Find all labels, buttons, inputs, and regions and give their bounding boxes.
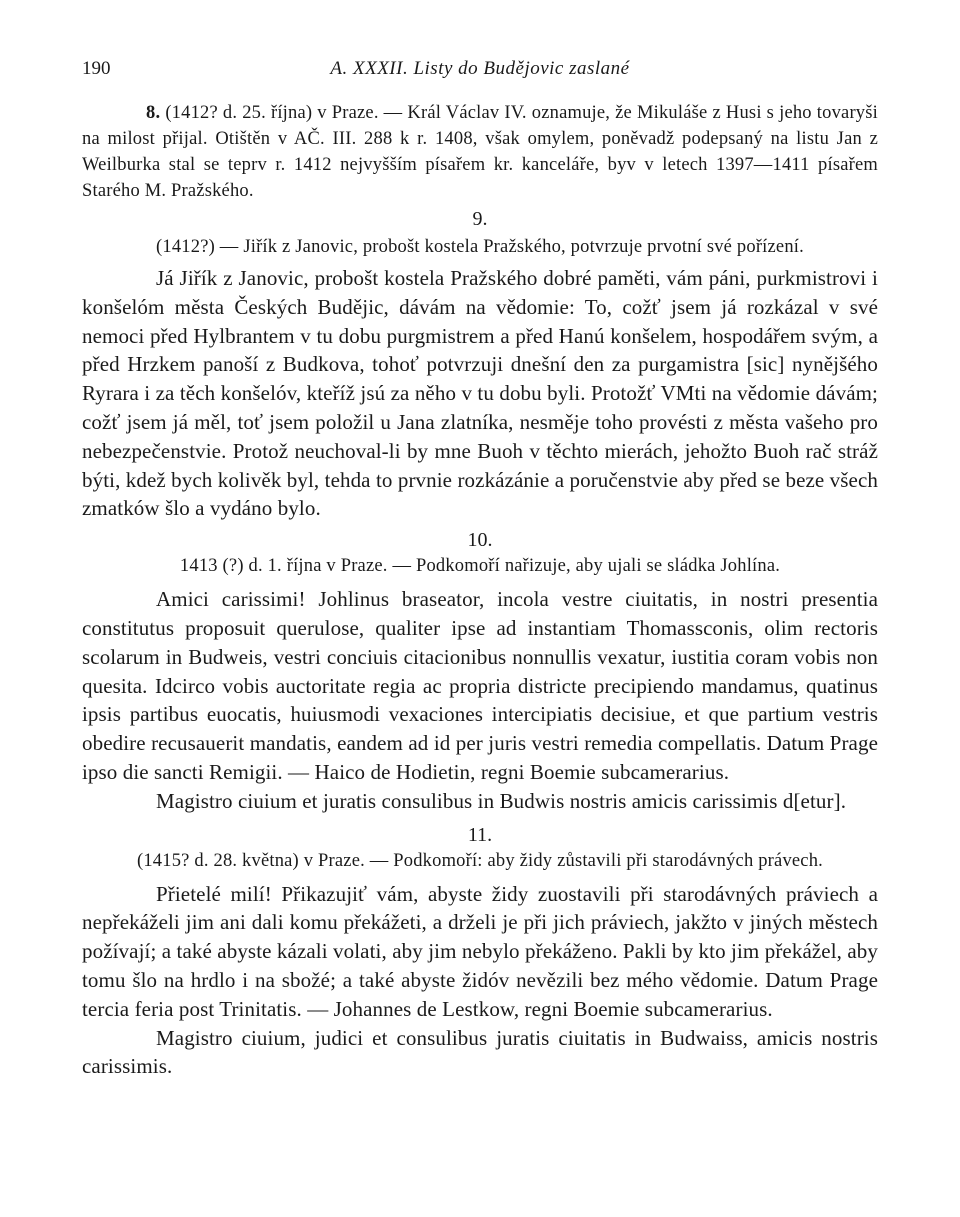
entry-8-text: (1412? d. 25. října) v Praze. — Král Václav IV. oznamuje, že Mikuláše z Husi s jeho tovaryši na milost přijal. Otištěn v AČ. III. 288 k r. 1408, však omylem, poněvadž podepsaný na listu Jan z Weilburka stal se teprv r. 1412 nejvyšším písařem kr. kanceláře, byv v letech 1397—1411 písařem Starého M. Pražského. (82, 103, 878, 201)
entry-10-address: Magistro ciuium et juratis consulibus in Budwis nostris amicis carissimis d[etur]. (156, 788, 847, 813)
entry-8-number: 8. (146, 103, 161, 123)
entry-10-body: Amici carissimi! Johlinus braseator, incola vestre ciuitatis, in nostri presentia constitutus proposuit querulose, qualiter ipse ad instantiam Thomassconis, olim rectoris scolarum in Budweis, vestri conciuis citacionibus nonnullis vexatur, iustitia coram vobis non quesita. Idcirco vobis auctoritate regia ac propria districte precipiendo mandamus, quatinus ipsis partibus euocatis, huiusmodi vexaciones intercipiatis decisiue, et que partium vestris obedire recusauerit mandatis, eandem ad id per juris vestri remedia compellatis. Datum Prage ipso die sancti Remigii. — Haico de Hodietin, regni Boemie subcamerarius. (82, 587, 878, 784)
page-header (82, 58, 878, 88)
entry-11-address: Magistro ciuium, judici et consulibus juratis ciuitatis in Budwaiss, amicis nostris carissimis. (82, 1025, 878, 1079)
entry-11-body: Přietelé milí! Přikazujiť vám, abyste židy zuostavili při starodávných práviech a nepřekáželi jim ani dali komu překážeti, a drželi je při jich práviech, jakžto v jiných městech požívají; a také abyste kázali volati, aby jim nebylo překáženo. Pakli by kto jim překážel, aby tomu šlo na hrdlo i na sbožé; a také abyste židóv nevězili bez mého vědomie. Datum Prage tercia feria post Trinitatis. — Johannes de Lestkow, regni Boemie subcamerarius. (82, 881, 878, 1021)
entry-10-regest: 1413 (?) d. 1. října v Praze. — Podkomoří nařizuje, aby ujali se sládka Johlína. (179, 556, 781, 577)
entry-9-body: Já Jiřík z Janovic, probošt kostela Pražského dobré paměti, vám páni, purkmistrovi i konšelóm města Českých Budějic, dávám na vědomie: To, cožť jsem já rozkázal v své nemoci před Hylbrantem v tu dobu purgmistrem a před Hanú konšelem, hospodářem svým, a před Hrzkem panoší z Budkova, tohoť potvrzuji dnešní den za purgamistra [sic] nynějšého Ryrara i za těch konšelóv, kteříž jsú za něho v tu dobu byli. Protožť VMti na vědomie dávám; cožť jsem já měl, toť jsem položil u Jana zlatníka, nesměje toho provésti z města vašeho pro nebezpečenstvie. Protož neuchoval-li by mne Buoh v těchto mierách, jehožto Buoh rač stráž býti, kdež bych kolivěk byl, tehda to prvnie rozkázánie a poručenstvie aby před se beze všech zmatków šlo a vydáno bylo. (82, 266, 878, 521)
entry-8-summary (82, 100, 878, 204)
entry-9-number: 9. (472, 208, 488, 230)
page-number: 190 (82, 58, 111, 79)
entry-9-regest: (1412?) — Jiřík z Janovic, probošt kostela Pražského, potvrzuje prvotní své pořízení. (156, 237, 804, 257)
entry-10-number: 10. (467, 529, 493, 552)
entry-11-number: 11. (467, 823, 493, 846)
running-title: A. XXXII. Listy do Budějovic zaslané (330, 58, 630, 79)
entry-11-regest: (1415? d. 28. května) v Praze. — Podkomoří: aby židy zůstavili při starodávných právech. (137, 850, 823, 871)
document-page (82, 58, 878, 1081)
